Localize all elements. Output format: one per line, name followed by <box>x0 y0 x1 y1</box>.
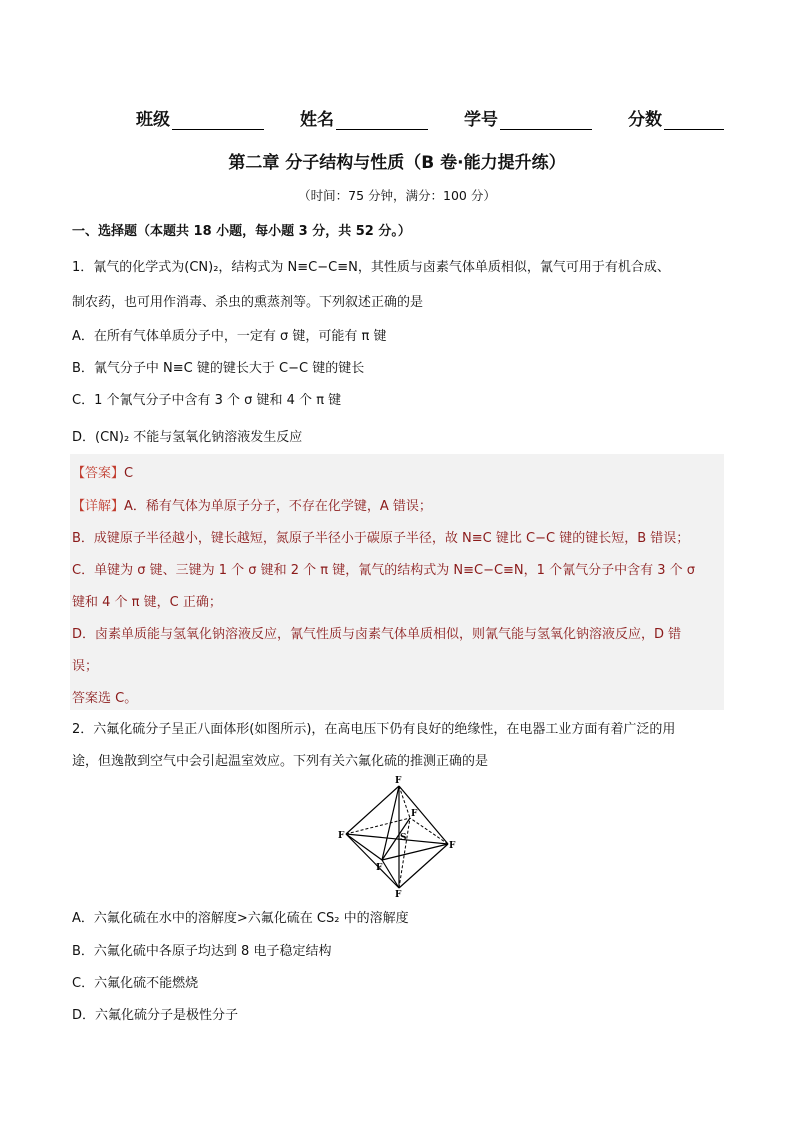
q1-option-d: D．(CN)₂ 不能与氢氧化钠溶液发生反应 <box>72 430 303 445</box>
q2-option-a: A．六氟化硫在水中的溶解度>六氟化硫在 CS₂ 中的溶解度 <box>72 911 409 926</box>
score-blank[interactable] <box>664 111 724 130</box>
student-id-field[interactable] <box>464 104 592 130</box>
q2-option-c: C．六氟化硫不能燃烧 <box>72 976 199 991</box>
q1-option-b: B．氰气分子中 N≡C 键的键长大于 C−C 键的键长 <box>72 361 365 376</box>
detail-label: 【详解】 <box>72 499 125 514</box>
q2-stem-line2: 途，但逸散到空气中会引起温室效应。下列有关六氟化硫的推测正确的是 <box>72 754 489 769</box>
student-id-blank[interactable] <box>500 111 592 130</box>
atom-f-left: F <box>338 831 345 841</box>
q1-detail-line6: 误； <box>72 659 99 674</box>
score-label: 分数 <box>628 110 662 130</box>
atom-f-right: F <box>449 841 456 851</box>
atom-f-front: F <box>376 863 383 873</box>
sf6-octahedron-drawing <box>338 774 458 898</box>
exam-subtitle: （时间：75 分钟，满分：100 分） <box>298 188 496 203</box>
q1-answer <box>72 462 133 481</box>
q1-detail-line1 <box>72 495 432 514</box>
name-blank[interactable] <box>336 111 428 130</box>
q1-detail-line4: 键和 4 个 π 键，C 正确； <box>72 595 222 610</box>
header-fields <box>136 104 736 130</box>
student-id-label: 学号 <box>464 110 498 130</box>
q1-option-c: C．1 个氰气分子中含有 3 个 σ 键和 4 个 π 键 <box>72 393 342 408</box>
q1-detail-line3: C．单键为 σ 键、三键为 1 个 σ 键和 2 个 π 键，氰气的结构式为 N≡C−C≡N，1 个氰气分子中含有 3 个 σ <box>72 563 695 578</box>
detail-text-1: A．稀有气体为单原子分子，不存在化学键，A 错误； <box>124 499 432 514</box>
page-title: 第二章 分子结构与性质（B 卷·能力提升练） <box>228 153 566 173</box>
score-field[interactable] <box>628 104 724 130</box>
class-label: 班级 <box>136 110 170 130</box>
q1-detail-line2: B．成键原子半径越小，键长越短，氮原子半径小于碳原子半径，故 N≡C 键比 C−C 键的键长短，B 错误； <box>72 531 690 546</box>
class-field[interactable] <box>136 104 264 130</box>
q1-option-a: A．在所有气体单质分子中，一定有 σ 键，可能有 π 键 <box>72 329 387 344</box>
answer-box <box>70 454 724 710</box>
answer-value: C <box>124 466 134 481</box>
sf6-octahedron-figure <box>338 774 458 898</box>
q2-option-b: B．六氟化硫中各原子均达到 8 电子稳定结构 <box>72 944 332 959</box>
section-heading: 一、选择题（本题共 18 小题，每小题 3 分，共 52 分。） <box>72 224 411 239</box>
answer-label: 【答案】 <box>72 466 125 481</box>
class-blank[interactable] <box>172 111 264 130</box>
atom-f-top: F <box>395 776 402 786</box>
q1-stem-line2: 制农药，也可用作消毒、杀虫的熏蒸剂等。下列叙述正确的是 <box>72 295 424 310</box>
atom-f-back: F <box>411 809 418 819</box>
q2-stem-line1: 2．六氟化硫分子呈正八面体形(如图所示)，在高电压下仍有良好的绝缘性，在电器工业方面有着广泛的用 <box>72 722 676 737</box>
atom-f-bottom: F <box>395 890 402 898</box>
q2-option-d: D．六氟化硫分子是极性分子 <box>72 1008 239 1023</box>
name-label: 姓名 <box>300 110 334 130</box>
q1-detail-line7: 答案选 C。 <box>72 691 138 706</box>
q1-stem-line1: 1．氰气的化学式为(CN)₂，结构式为 N≡C−C≡N，其性质与卤素气体单质相似，氰气可用于有机合成、 <box>72 260 670 275</box>
name-field[interactable] <box>300 104 428 130</box>
atom-s-center: S <box>400 833 407 843</box>
q1-detail-line5: D．卤素单质能与氢氧化钠溶液反应，氰气性质与卤素气体单质相似，则氰气能与氢氧化钠溶液反应，D 错 <box>72 627 682 642</box>
